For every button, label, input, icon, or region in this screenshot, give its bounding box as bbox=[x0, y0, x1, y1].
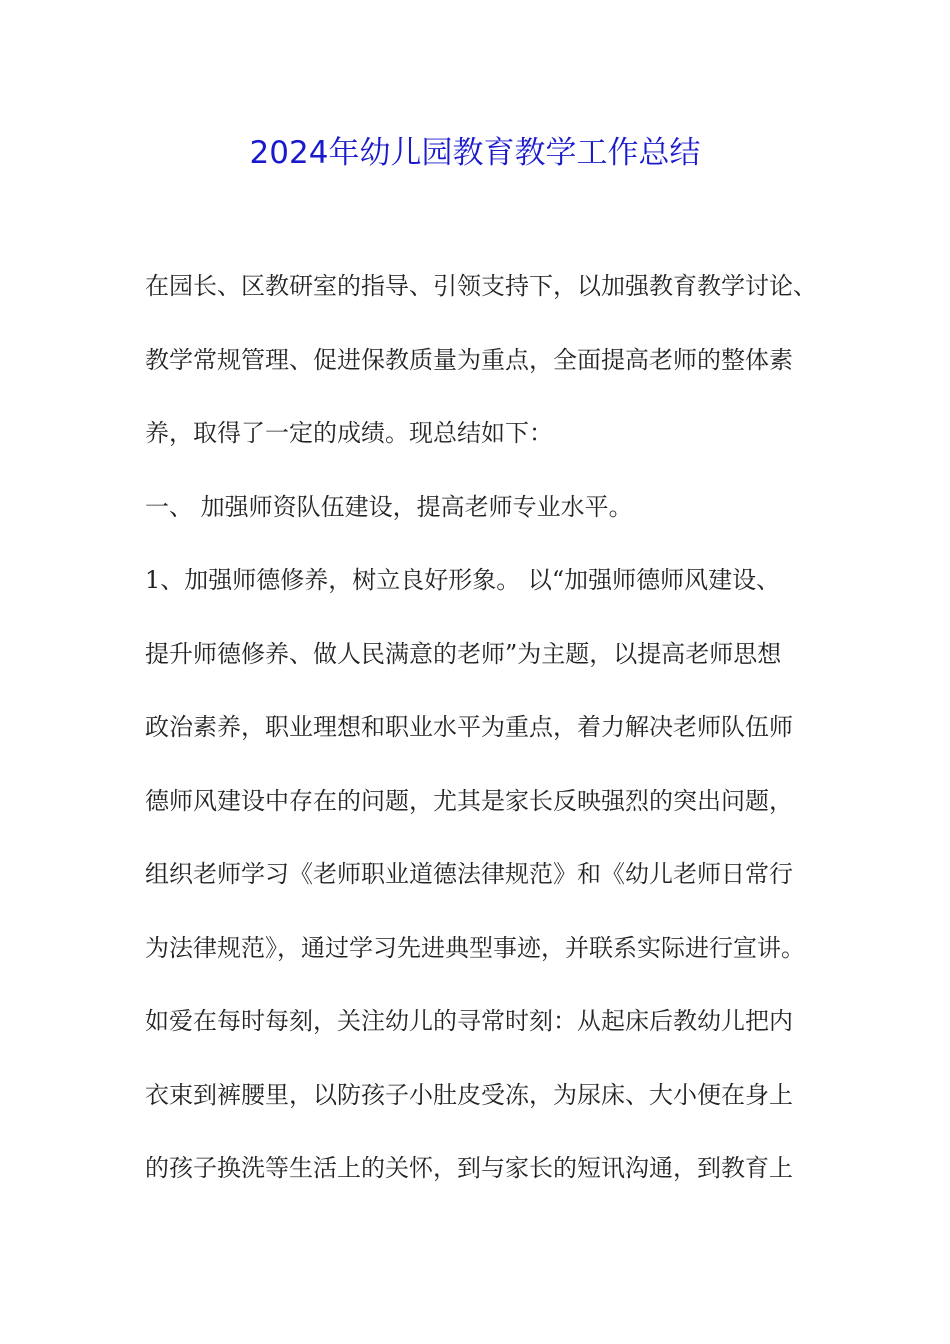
body-line: 的孩子换洗等生活上的关怀，到与家长的短讯沟通，到教育上 bbox=[145, 1154, 793, 1182]
body-line: 政治素养，职业理想和职业水平为重点，着力解决老师队伍师 bbox=[145, 713, 793, 741]
body-line: 教学常规管理、促进保教质量为重点，全面提高老师的整体素 bbox=[145, 345, 793, 374]
document-title: 2024年幼儿园教育教学工作总结 bbox=[249, 135, 701, 171]
body-line: 组织老师学习《老师职业道德法律规范》和《幼儿老师日常行 bbox=[145, 860, 793, 888]
body-line: 提升师德修养、做人民满意的老师”为主题，以提高老师思想 bbox=[145, 639, 782, 668]
body-line: 为法律规范》，通过学习先进典型事迹，并联系实际进行宣讲。 bbox=[145, 933, 805, 962]
section-heading: 一、 加强师资队伍建设，提高老师专业水平。 bbox=[145, 492, 633, 521]
body-line: 衣束到裤腰里，以防孩子小肚皮受冻，为尿床、大小便在身上 bbox=[145, 1080, 793, 1109]
body-line: 如爱在每时每刻，关注幼儿的寻常时刻：从起床后教幼儿把内 bbox=[145, 1007, 793, 1035]
document-body bbox=[145, 262, 825, 1218]
body-line: 在园长、区教研室的指导、引领支持下，以加强教育教学讨论、 bbox=[145, 272, 817, 300]
body-line: 德师风建设中存在的问题，尤其是家长反映强烈的突出问题， bbox=[145, 786, 793, 815]
body-line: 养，取得了一定的成绩。现总结如下： bbox=[145, 419, 553, 447]
body-line: 1、加强师德修养，树立良好形象。 以“加强师德师风建设、 bbox=[145, 566, 781, 594]
